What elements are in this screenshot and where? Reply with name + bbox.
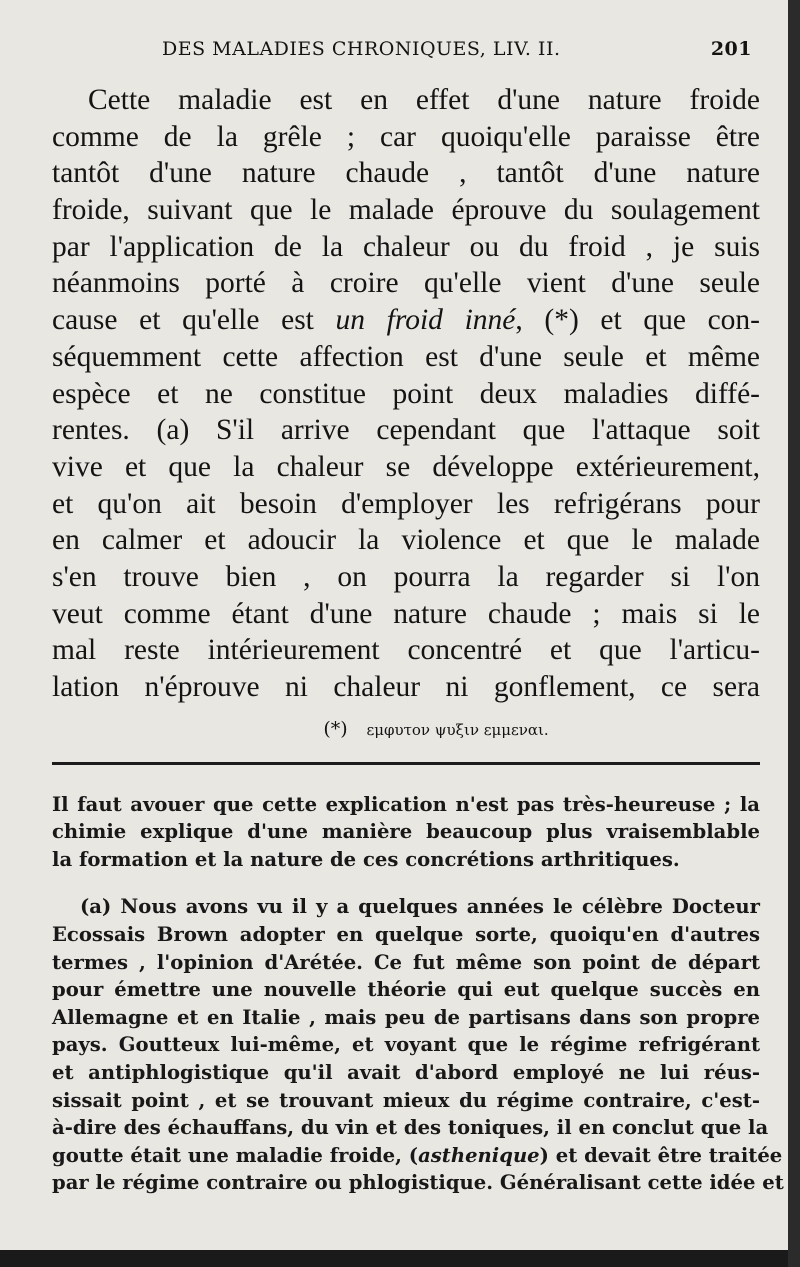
footnote-divider [52, 762, 760, 765]
greek-footnote [52, 718, 760, 752]
text-line: espèce et ne constitue point deux maladies diffé- [52, 377, 760, 410]
text-segment: cause et qu'elle est [52, 304, 336, 337]
footnote-line: à-dire des échauffans, du vin et des toniques, il en conclut que la [52, 1116, 769, 1140]
footnote-line-with-emphasis [52, 1142, 783, 1170]
text-segment: ) et devait être traitée [539, 1143, 783, 1167]
text-line: tantôt d'une nature chaude , tantôt d'une nature [52, 157, 760, 190]
footnote-line: (a) Nous avons vu il y a quelques années le célèbre Docteur [80, 895, 760, 919]
emphasized-phrase: un froid inné [335, 304, 516, 337]
text-line: vive et que la chaleur se développe extérieurement, [52, 450, 760, 483]
footnote-line: par le régime contraire ou phlogistique. Généralisant cette idée et [52, 1171, 784, 1195]
footnote-marker: (*) [323, 717, 348, 740]
text-line: en calmer et adoucir la violence et que le malade [52, 524, 760, 557]
main-text-block [52, 82, 760, 706]
running-title: DES MALADIES CHRONIQUES, LIV. II. [162, 38, 561, 60]
emphasized-term: asthenique [418, 1143, 540, 1167]
text-line-with-emphasis [52, 302, 760, 339]
footnote-line: Ecossais Brown adopter en quelque sorte, quoiqu'en d'autres [52, 923, 760, 947]
text-line: séquemment cette affection est d'une seule et même [52, 340, 760, 373]
text-line: Cette maladie est en effet d'une nature froide [88, 84, 760, 116]
text-line: rentes. (a) S'il arrive cependant que l'attaque soit [52, 414, 760, 447]
greek-quotation: εμφυτον ψυξιν εμμεναι. [366, 720, 549, 739]
text-line: comme de la grêle ; car quoiqu'elle paraisse être [52, 120, 760, 153]
text-line: lation n'éprouve ni chaleur ni gonflement, ce sera [52, 671, 760, 703]
footnote-line: Allemagne et en Italie , mais peu de partisans dans son propre [52, 1005, 760, 1029]
text-segment: goutte était une maladie froide, ( [52, 1143, 419, 1167]
footnote-line: Il faut avouer que cette explication n'est pas très-heureuse ; la [52, 792, 760, 816]
footnote-line: pays. Goutteux lui-même, et voyant que le régime refrigérant [52, 1033, 760, 1057]
footnote-line: la formation et la nature de ces concrétions arthritiques. [52, 847, 680, 871]
text-line: néanmoins porté à croire qu'elle vient d'une seule [52, 267, 760, 300]
footnotes-block [52, 791, 784, 1197]
scan-edge [788, 0, 800, 1267]
footnote-line: pour émettre une nouvelle théorie qui eut quelque succès en [52, 978, 760, 1002]
text-line: froide, suivant que le malade éprouve du soulagement [52, 194, 760, 227]
text-line: par l'application de la chaleur ou du froid , je suis [52, 230, 760, 263]
footnote-line: chimie explique d'une manière beaucoup plus vraisemblable [52, 820, 760, 844]
text-line: mal reste intérieurement concentré et que l'articu- [52, 634, 760, 667]
text-segment: , (*) et que con- [515, 304, 760, 337]
running-header [52, 38, 760, 82]
page-number: 201 [710, 38, 752, 60]
text-line: et qu'on ait besoin d'employer les refrigérans pour [52, 487, 760, 520]
footnote-line: termes , l'opinion d'Arétée. Ce fut même son point de départ [52, 950, 760, 974]
footnote-line: et antiphlogistique qu'il avait d'abord employé ne lui réus- [52, 1061, 760, 1085]
footnote-gap [52, 873, 760, 893]
text-line: s'en trouve bien , on pourra la regarder si l'on [52, 560, 760, 593]
text-line: veut comme étant d'une nature chaude ; mais si le [52, 597, 760, 630]
footnote-line: sissait point , et se trouvant mieux du régime contraire, c'est- [52, 1088, 760, 1112]
